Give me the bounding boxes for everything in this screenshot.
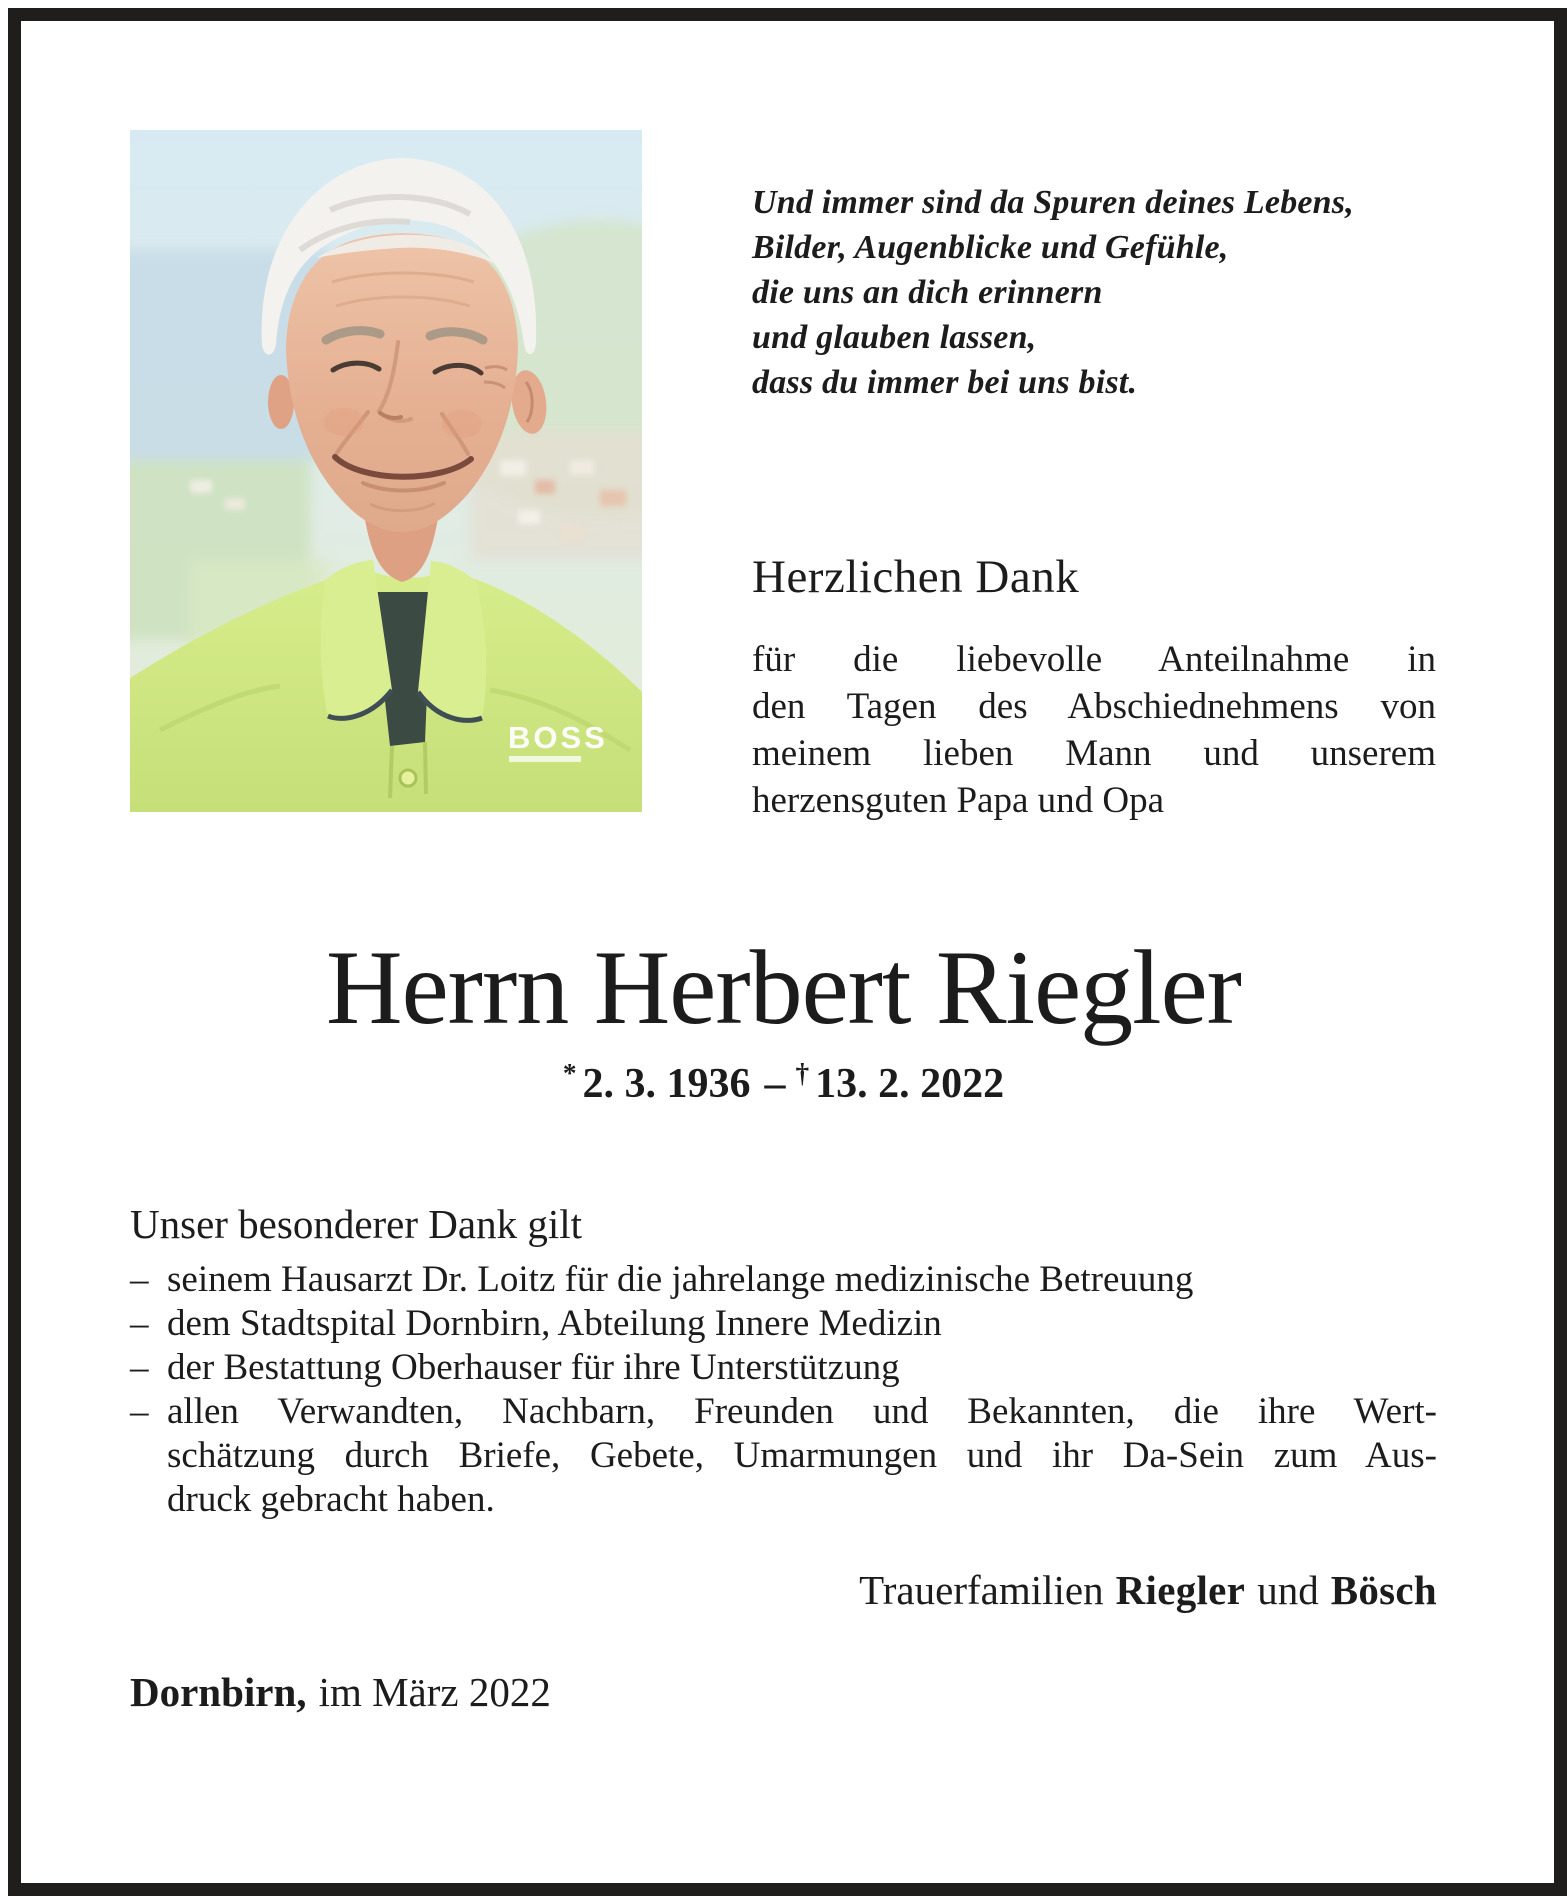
shirt-logo-subline <box>509 756 581 762</box>
cheek-left <box>324 408 364 436</box>
cheek-right <box>442 410 482 438</box>
thanks-paragraph-line: den Tagen des Abschiednehmens von <box>752 686 1436 727</box>
shirt-button <box>400 770 416 786</box>
family-name-boesch: Bösch <box>1330 1567 1437 1613</box>
life-dates <box>130 1058 1437 1108</box>
portrait-photo <box>130 130 642 812</box>
list-item-marker: – <box>130 1347 149 1388</box>
family-line-conjunction: und <box>1257 1567 1319 1613</box>
thanks-paragraph-line: meinem lieben Mann und unserem <box>752 733 1436 774</box>
death-symbol: † <box>795 1058 810 1088</box>
mourning-families-line <box>130 1566 1437 1614</box>
place-date-line <box>130 1668 551 1716</box>
list-item <box>130 1258 1437 1302</box>
thanks-heading: Herzlichen Dank <box>752 551 1080 603</box>
list-item <box>130 1390 1437 1522</box>
dates-separator: – <box>764 1061 786 1107</box>
list-item-line: allen Verwandten, Nachbarn, Freunden und Bekannten, die ihre Wert- <box>167 1391 1437 1432</box>
list-item-text: seinem Hausarzt Dr. Loitz für die jahrelange medizinische Betreuung <box>167 1259 1194 1300</box>
poem-line: die uns an dich erinnern <box>752 274 1103 311</box>
thanks-paragraph <box>752 636 1436 824</box>
poem-line: dass du immer bei uns bist. <box>752 364 1138 401</box>
list-item-text <box>167 1390 1437 1522</box>
deceased-name: Herrn Herbert Riegler <box>326 929 1241 1046</box>
family-name-riegler: Riegler <box>1115 1567 1246 1613</box>
poem-line: Und immer sind da Spuren deines Lebens, <box>752 184 1354 221</box>
date: im März 2022 <box>318 1669 551 1715</box>
special-thanks-heading: Unser besonderer Dank gilt <box>130 1201 583 1247</box>
poem-line: und glauben lassen, <box>752 319 1037 356</box>
thanks-paragraph-line: herzensguten Papa und Opa <box>752 780 1165 821</box>
birth-symbol: * <box>562 1058 577 1088</box>
family-line-prefix: Trauerfamilien <box>859 1567 1104 1613</box>
list-item-marker: – <box>130 1259 149 1300</box>
memorial-poem <box>752 180 1442 405</box>
list-item-marker: – <box>130 1303 149 1344</box>
list-item-line: schätzung durch Briefe, Gebete, Umarmungen und ihr Da-Sein zum Aus- <box>167 1435 1437 1476</box>
list-item-text: dem Stadtspital Dornbirn, Abteilung Innere Medizin <box>167 1303 942 1344</box>
portrait-illustration <box>130 130 642 812</box>
thanks-paragraph-line: für die liebevolle Anteilnahme in <box>752 639 1436 680</box>
poem-line: Bilder, Augenblicke und Gefühle, <box>752 229 1229 266</box>
place: Dornbirn, <box>130 1669 307 1715</box>
birth-date: 2. 3. 1936 <box>582 1061 751 1107</box>
shirt-logo-text: BOSS <box>508 720 608 755</box>
list-item-text: der Bestattung Oberhauser für ihre Unterstützung <box>167 1347 900 1388</box>
list-item <box>130 1302 1437 1346</box>
list-item-marker: – <box>130 1391 149 1432</box>
special-thanks-list <box>130 1258 1437 1522</box>
list-item <box>130 1346 1437 1390</box>
death-date: 13. 2. 2022 <box>815 1061 1005 1107</box>
list-item-line: druck gebracht haben. <box>167 1479 495 1520</box>
